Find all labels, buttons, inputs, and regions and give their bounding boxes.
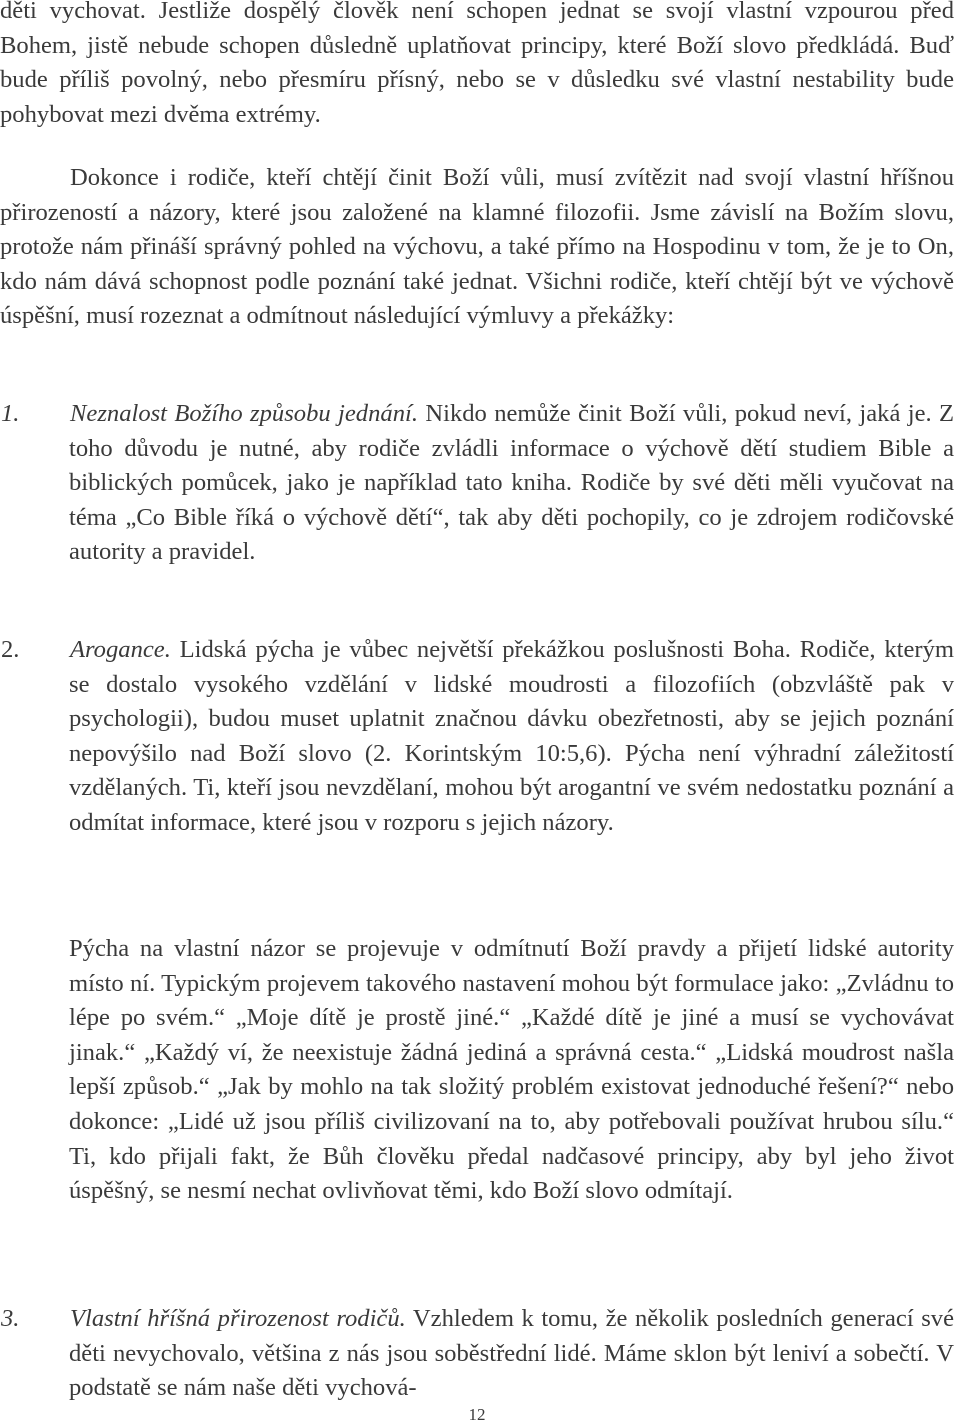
list-item-1-number: 1. bbox=[1, 400, 20, 427]
list-item-2 bbox=[1, 633, 954, 841]
list-item-3 bbox=[1, 1302, 954, 1406]
list-item-2-title: Arogance. bbox=[70, 636, 171, 663]
list-item-1 bbox=[1, 397, 955, 570]
page-number: 12 bbox=[468, 1405, 486, 1424]
list-item-1-title: Neznalost Božího způsobu jednání. bbox=[70, 400, 418, 427]
list-item-2-number: 2. bbox=[1, 636, 20, 663]
list-item-1-body: Nikdo nemůže činit Boží vůli, pokud neví, jaká je. Z toho důvodu je nutné, aby rodiče zvládli informace o výchově dětí studiem Bible a biblických pomůcek, jako je například tato kniha. Rodiče by své děti měli vyučovat na téma „Co Bible říká o výchově dětí“, tak aby děti pochopily, co je zdrojem rodičovské autority a pravidel. bbox=[69, 400, 955, 566]
list-item-2-body: Lidská pýcha je vůbec největší překážkou poslušnosti Boha. Rodiče, kterým se dostalo vysokého vzdělání v lidské moudrosti a filozofiích (obzvláště pak v psychologii), budou muset uplatnit značnou dávku obezřetnosti, aby se jejich poznání nepovýšilo nad Boží slovo (2. Korintským 10:5,6). Pýcha není výhradní záležitostí vzdělaných. Ti, kteří jsou nevzdělaní, mohou být arogantní ve svém nedostatku poznání a odmítat informace, které jsou v rozporu s jejich názory. bbox=[69, 636, 954, 836]
paragraph-pycha: Pýcha na vlastní názor se projevuje v odmítnutí Boží pravdy a přijetí lidské autority místo ní. Typickým projevem takového nastavení mohou být formulace jako: „Zvládnu to lépe po svém.“ „Moje dítě je prostě jiné.“ „Každé dítě je jiné a musí se vychovávat jinak.“ „Každý ví, že neexistuje žádná jediná a správná cesta.“ „Lidská moudrost našla lepší způsob.“ „Jak by mohlo na tak složitý problém existovat jednoduché řešení?“ nebo dokonce: „Lidé už jsou příliš civilizovaní na to, aby potřebovali používat hrubou sílu.“ Ti, kdo přijali fakt, že Bůh člověku předal nadčasové principy, aby byl jeho život úspěšný, se nesmí nechat ovlivňovat těmi, kdo Boží slovo odmítají. bbox=[69, 935, 954, 1205]
list-item-3-body: Vzhledem k tomu, že několik posledních generací své děti nevychovalo, většina z nás jsou soběstřední lidé. Máme sklon být leniví a sobečtí. V podstatě se nám naše děti vychová- bbox=[69, 1305, 954, 1402]
list-item-3-number: 3. bbox=[1, 1305, 20, 1332]
paragraph-intro: děti vychovat. Jestliže dospělý člověk není schopen jednat se svojí vlastní vzpourou před Bohem, jistě nebude schopen důsledně uplatňovat principy, které Boží slovo předkládá. Buď bude příliš povolný, nebo přesmíru přísný, nebo se v důsledku své vlastní nestability bude pohybovat mezi dvěma extrémy. bbox=[0, 0, 954, 128]
list-item-3-title: Vlastní hříšná přirozenost rodičů. bbox=[70, 1305, 406, 1332]
paragraph-dokonce: Dokonce i rodiče, kteří chtějí činit Boží vůli, musí zvítězit nad svojí vlastní hříšnou přirozeností a názory, které jsou založené na klamné filozofii. Jsme závislí na Božím slovu, protože nám přináší správný pohled na výchovu, a také přímo na Hospodinu v tom, že je to On, kdo nám dává schopnost podle poznání také jednat. Všichni rodiče, kteří chtějí být ve výchově úspěšní, musí rozeznat a odmítnout následující výmluvy a překážky: bbox=[0, 164, 954, 330]
